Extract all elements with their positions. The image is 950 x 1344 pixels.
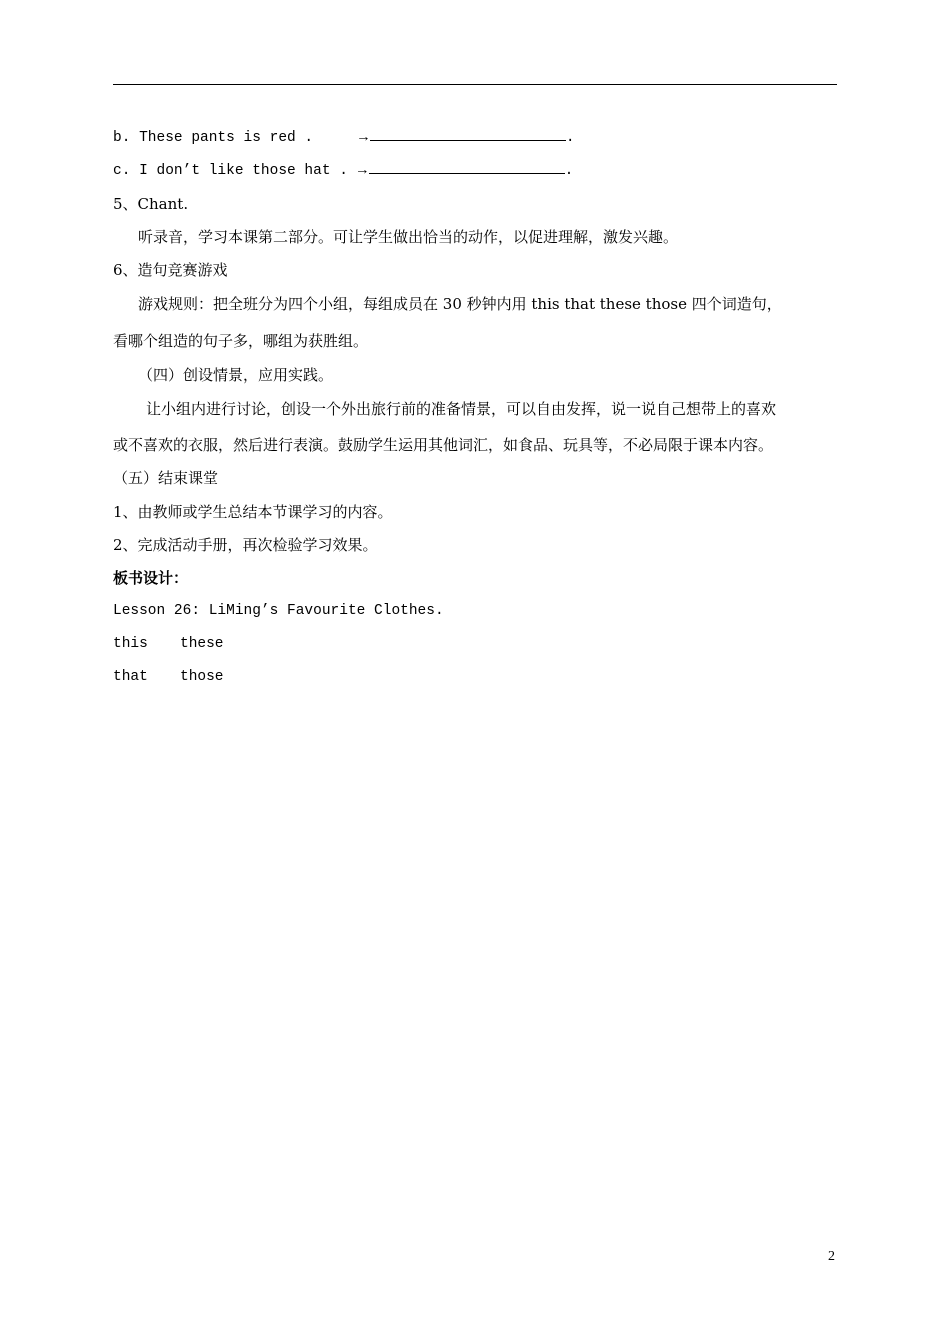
page-number: 2 (828, 1249, 835, 1264)
exercise-c-text: c. I don’t like those hat . (113, 163, 348, 179)
board-lesson-title: Lesson 26: LiMing’s Favourite Clothes. (113, 603, 444, 619)
board-row-2 (113, 667, 224, 687)
step-5-body: 听录音，学习本课第二部分。可让学生做出恰当的动作，以促进理解，激发兴趣。 (138, 228, 679, 246)
step-6-title: 6、造句竞赛游戏 (113, 261, 228, 279)
header-rule (113, 84, 837, 85)
exercise-b-text: b. These pants is red . (113, 130, 314, 146)
end-mark: . (565, 130, 575, 146)
section-4-body-2: 或不喜欢的衣服，然后进行表演。鼓励学生运用其他词汇，如食品、玩具等，不必局限于课本内容。 (113, 436, 774, 454)
section-4-body-1: 让小组内进行讨论，创设一个外出旅行前的准备情景，可以自由发挥，说一说自己想带上的喜欢 (146, 400, 777, 418)
board-row-1 (113, 634, 224, 654)
exercise-c (113, 160, 573, 181)
section-5-item-2: 2、完成活动手册，再次检验学习效果。 (113, 536, 378, 554)
answer-blank-c (369, 160, 565, 174)
board-word-these: these (180, 636, 224, 652)
exercise-b (113, 127, 575, 148)
step-5-title: 5、Chant. (113, 195, 189, 213)
answer-blank-b (370, 127, 566, 141)
section-5-item-1: 1、由教师或学生总结本节课学习的内容。 (113, 503, 393, 521)
board-word-that: that (113, 669, 148, 685)
end-mark: . (564, 163, 574, 179)
section-5-title: （五）结束课堂 (113, 469, 219, 487)
board-word-this: this (113, 636, 148, 652)
arrow-icon: → (357, 163, 367, 179)
step-6-body-2: 看哪个组造的句子多，哪组为获胜组。 (113, 332, 369, 350)
board-word-those: those (180, 669, 224, 685)
section-4-title: （四）创设情景，应用实践。 (138, 366, 334, 384)
board-design-title: 板书设计： (113, 569, 189, 587)
step-6-body-1: 游戏规则：把全班分为四个小组，每组成员在 30 秒钟内用 this that these those 四个词造句， (138, 295, 782, 313)
arrow-icon: → (359, 130, 368, 146)
